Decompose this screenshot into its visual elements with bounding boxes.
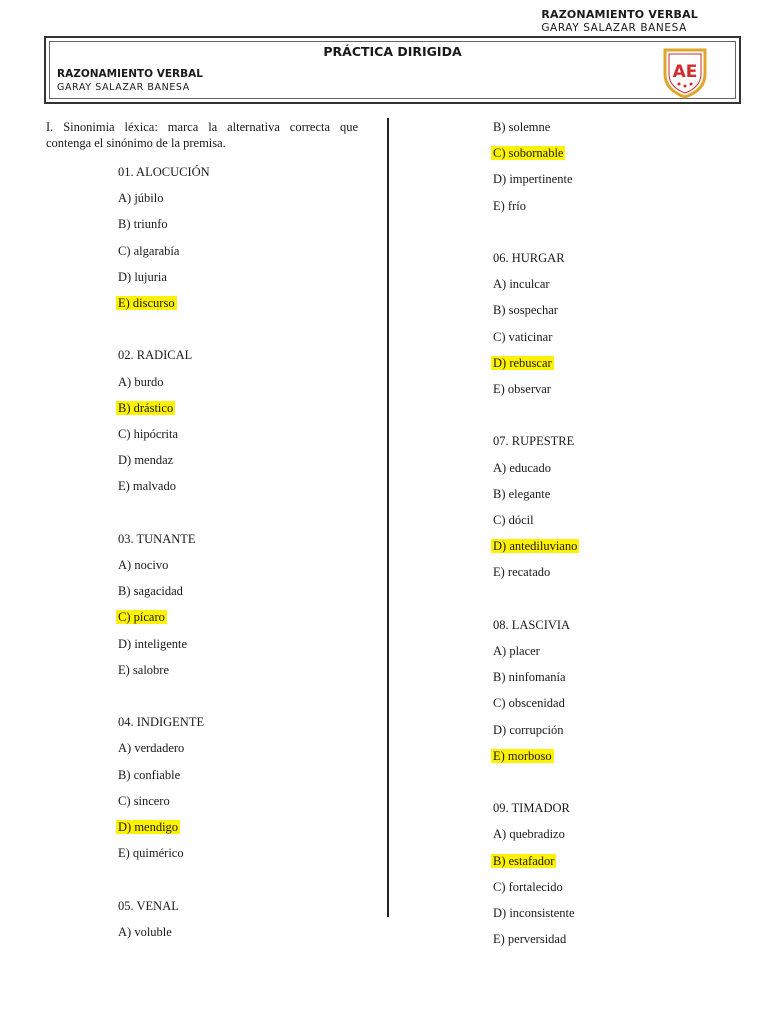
column-divider: [387, 118, 389, 917]
answer-option: [118, 400, 175, 416]
answer-option: [118, 583, 183, 599]
page-header: [541, 8, 698, 34]
page-title: PRÁCTICA DIRIGIDA: [323, 44, 462, 59]
course-author: GARAY SALAZAR BANESA: [57, 82, 190, 93]
question-prompt: 05. VENAL: [118, 898, 179, 913]
option-text: E) salobre: [118, 662, 170, 677]
question-prompt: 09. TIMADOR: [493, 801, 570, 816]
question-prompt: 01. ALOCUCIÓN: [118, 165, 210, 179]
answer-option: [493, 879, 563, 895]
option-text: A) verdadero: [118, 741, 185, 756]
option-text: A) quebradizo: [493, 827, 565, 842]
answer-option: [118, 295, 177, 311]
answer-option: [493, 198, 526, 214]
option-text: C) obscenidad: [493, 696, 565, 711]
option-text: B) solemne: [493, 120, 551, 134]
option-text: E) malvado: [118, 479, 176, 494]
option-text: D) inteligente: [118, 636, 188, 651]
option-text: D) inconsistente: [493, 906, 575, 920]
answer-option: [118, 269, 167, 285]
answer-option: [118, 636, 187, 652]
answer-option: [493, 853, 556, 869]
correct-answer-highlight: D) mendigo: [118, 820, 179, 834]
correct-answer-highlight: E) discurso: [118, 296, 175, 310]
answer-option: [493, 486, 550, 502]
answer-option: [118, 190, 163, 206]
title-box: [44, 36, 741, 104]
correct-answer-highlight: D) rebuscar: [493, 355, 552, 370]
answer-option: [493, 381, 551, 397]
answer-option: [118, 609, 167, 625]
school-logo-icon: [657, 44, 713, 100]
correct-answer-highlight: B) drástico: [118, 400, 174, 415]
option-text: E) recatado: [493, 565, 551, 580]
answer-option: [493, 931, 566, 947]
option-text: A) inculcar: [493, 277, 550, 292]
correct-answer-highlight: D) antediluviano: [493, 539, 578, 554]
answer-option: [493, 748, 554, 764]
option-text: C) dócil: [493, 513, 534, 527]
option-text: D) corrupción: [493, 722, 564, 737]
option-text: D) lujuria: [118, 269, 167, 284]
correct-answer-highlight: C) pícaro: [118, 610, 165, 625]
option-text: B) ninfomanía: [493, 670, 566, 685]
answer-option: [118, 793, 170, 809]
question-prompt: 04. INDIGENTE: [118, 715, 205, 730]
correct-answer-highlight: B) estafador: [493, 853, 555, 868]
correct-answer-highlight: C) sobornable: [493, 146, 564, 161]
option-text: A) burdo: [118, 374, 164, 389]
answer-option: [493, 564, 550, 580]
answer-option: [493, 722, 563, 738]
option-text: C) algarabía: [118, 243, 180, 258]
answer-option: [493, 905, 575, 921]
answer-option: [493, 119, 550, 135]
answer-option: [493, 538, 579, 554]
answer-option: [118, 767, 180, 783]
question-prompt: 07. RUPESTRE: [493, 434, 575, 449]
option-text: B) triunfo: [118, 217, 168, 232]
option-text: B) sagacidad: [118, 584, 183, 599]
answer-option: [118, 452, 173, 468]
answer-option: [493, 512, 534, 528]
answer-option: [118, 819, 180, 835]
option-text: A) voluble: [118, 924, 172, 939]
answer-option: [118, 845, 184, 861]
option-text: C) sincero: [118, 793, 170, 808]
answer-option: [118, 662, 169, 678]
answer-option: [493, 302, 558, 318]
option-text: A) placer: [493, 644, 540, 658]
answer-option: [493, 329, 552, 345]
logo-letters: AE: [672, 62, 698, 82]
answer-option: [118, 216, 168, 232]
header-subject: RAZONAMIENTO VERBAL: [541, 8, 698, 21]
option-text: B) sospechar: [493, 303, 558, 318]
option-text: A) educado: [493, 460, 551, 475]
answer-option: [118, 478, 176, 494]
answer-option: [118, 924, 172, 940]
option-text: C) fortalecido: [493, 879, 563, 894]
answer-option: [118, 740, 184, 756]
answer-option: [118, 426, 178, 442]
option-text: D) impertinente: [493, 172, 573, 187]
option-text: C) hipócrita: [118, 427, 179, 441]
course-subject: RAZONAMIENTO VERBAL: [57, 68, 203, 80]
option-text: A) nocivo: [118, 558, 169, 572]
answer-option: [118, 243, 179, 259]
answer-option: [493, 276, 550, 292]
option-text: C) vaticinar: [493, 329, 553, 344]
option-text: E) observar: [493, 382, 551, 396]
answer-option: [493, 171, 573, 187]
answer-option: [493, 643, 540, 659]
option-text: E) perversidad: [493, 932, 567, 947]
option-text: B) confiable: [118, 767, 181, 782]
answer-option: [493, 355, 554, 371]
header-author: GARAY SALAZAR BANESA: [541, 22, 687, 34]
option-text: E) frío: [493, 198, 526, 213]
option-text: E) quimérico: [118, 846, 184, 861]
correct-answer-highlight: E) morboso: [493, 748, 552, 763]
answer-option: [118, 557, 168, 573]
question-prompt: 08. LASCIVIA: [493, 617, 571, 632]
question-prompt: 06. HURGAR: [493, 251, 565, 265]
answer-option: [493, 695, 565, 711]
section-instructions: I. Sinonimia léxica: marca la alternativa correcta que contenga el sinónimo de la premisa.: [46, 120, 358, 150]
question-prompt: 02. RADICAL: [118, 348, 193, 363]
answer-option: [493, 460, 551, 476]
answer-option: [493, 826, 565, 842]
answer-option: [493, 145, 565, 161]
answer-option: [493, 669, 566, 685]
option-text: B) elegante: [493, 486, 551, 501]
option-text: D) mendaz: [118, 453, 174, 468]
option-text: A) júbilo: [118, 191, 164, 206]
question-prompt: 03. TUNANTE: [118, 531, 196, 546]
answer-option: [118, 374, 163, 390]
